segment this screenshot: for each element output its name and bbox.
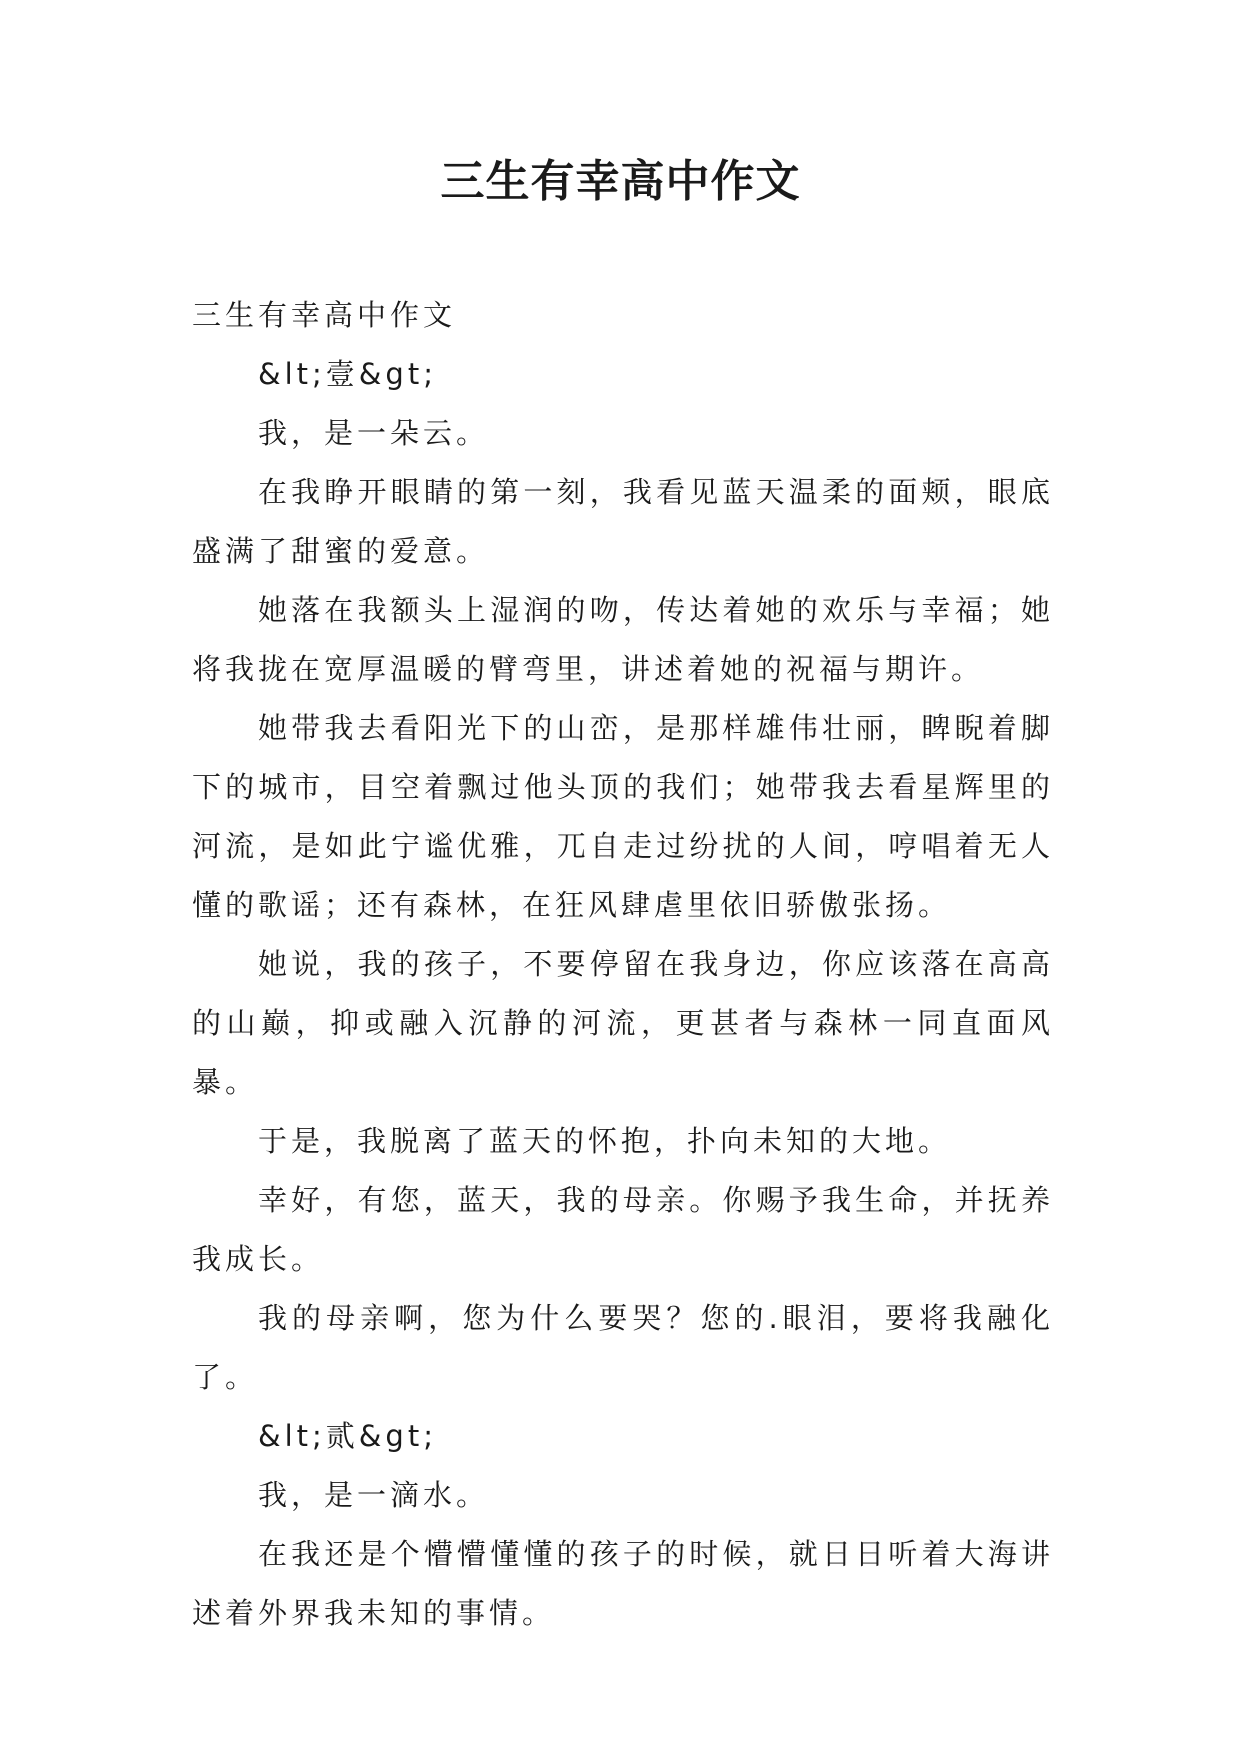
document-body — [192, 286, 1054, 1643]
body-paragraph: 我，是一朵云。 — [258, 416, 490, 450]
body-paragraph: 她落在我额头上湿润的吻，传达着她的欢乐与幸福；她将我拢在宽厚温暖的臂弯里，讲述着她的祝福与期许。 — [192, 593, 1054, 686]
document-title: 三生有幸高中作文 — [440, 156, 801, 207]
section-marker: &lt;贰&gt; — [258, 1419, 437, 1453]
body-paragraph: 我，是一滴水。 — [258, 1478, 490, 1512]
body-paragraph: 她说，我的孩子，不要停留在我身边，你应该落在高高的山巅，抑或融入沉静的河流，更甚者与森林一同直面风暴。 — [192, 947, 1054, 1099]
body-paragraph: 于是，我脱离了蓝天的怀抱，扑向未知的大地。 — [258, 1124, 952, 1158]
body-paragraph: 三生有幸高中作文 — [192, 298, 457, 332]
body-paragraph: 她带我去看阳光下的山峦，是那样雄伟壮丽，睥睨着脚下的城市，目空着飘过他头顶的我们；她带我去看星辉里的河流，是如此宁谧优雅，兀自走过纷扰的人间，哼唱着无人懂的歌谣；还有森林，在狂风肆虐里依旧骄傲张扬。 — [192, 711, 1054, 922]
body-paragraph: 我的母亲啊，您为什么要哭？您的.眼泪，要将我融化了。 — [192, 1301, 1054, 1394]
body-paragraph: 在我睁开眼睛的第一刻，我看见蓝天温柔的面颊，眼底盛满了甜蜜的爱意。 — [192, 475, 1054, 568]
section-marker: &lt;壹&gt; — [258, 357, 437, 391]
body-paragraph: 幸好，有您，蓝天，我的母亲。你赐予我生命，并抚养我成长。 — [192, 1183, 1054, 1276]
body-paragraph: 在我还是个懵懵懂懂的孩子的时候，就日日听着大海讲述着外界我未知的事情。 — [192, 1537, 1054, 1630]
